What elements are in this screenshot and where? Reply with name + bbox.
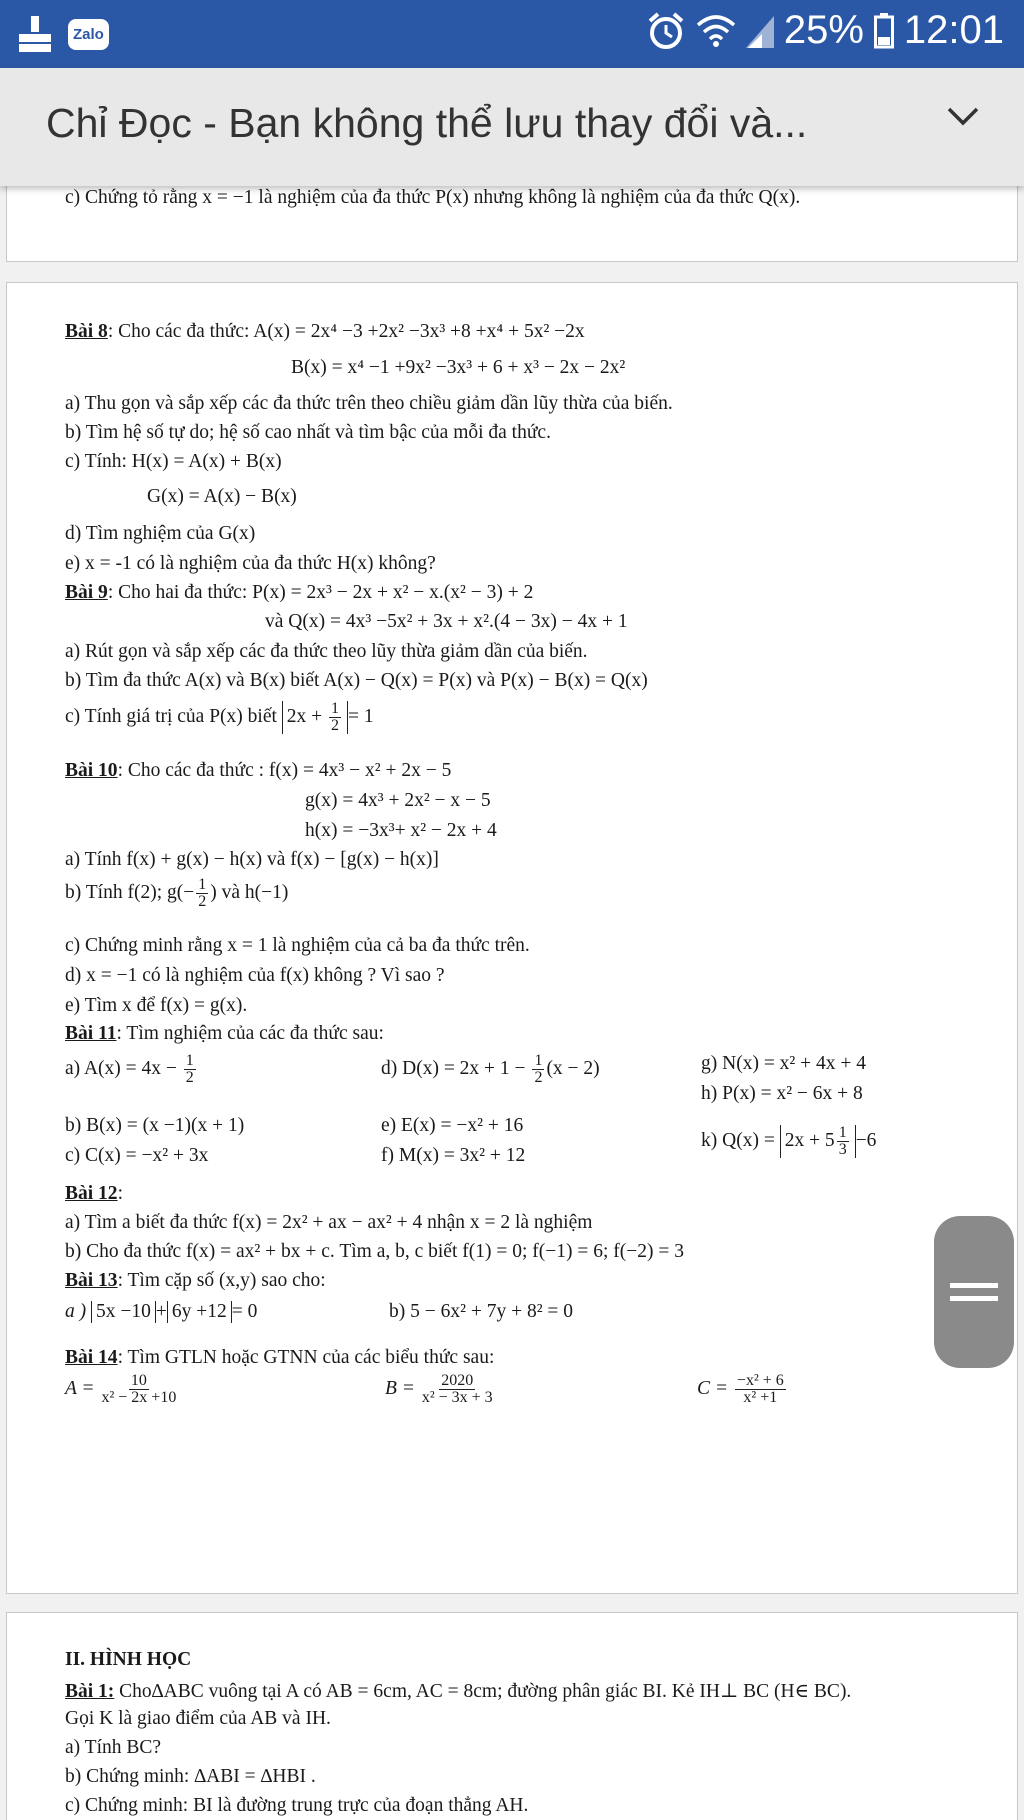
document-page bbox=[6, 282, 1018, 1594]
drag-handle-icon bbox=[950, 1283, 998, 1301]
expression-b: B = $\frac{2020}{\text{x² − 3x + 3}}$ bbox=[385, 1372, 493, 1406]
text-line: c) Tính giá trị của P(x) biết 2x + $\frac{1}{2}$ = 1 bbox=[65, 700, 374, 734]
scroll-handle[interactable] bbox=[934, 1216, 1014, 1368]
exercise-heading: Bài 10: Cho các đa thức : f(x) = 4x³ − x² + 2x − 5 bbox=[65, 760, 452, 781]
wifi-icon bbox=[696, 13, 736, 49]
text-line: c) Tính: H(x) = A(x) + B(x) bbox=[65, 451, 282, 472]
text-line: e) x = -1 có là nghiệm của đa thức H(x) không? bbox=[65, 553, 436, 574]
battery-icon bbox=[874, 13, 894, 49]
text-line: a) Thu gọn và sắp xếp các đa thức trên theo chiều giảm dần lũy thừa của biến. bbox=[65, 393, 673, 414]
text-line: d) x = −1 có là nghiệm của f(x) không ? Vì sao ? bbox=[65, 965, 445, 986]
exercise-heading: Bài 11: Tìm nghiệm của các đa thức sau: bbox=[65, 1023, 384, 1044]
status-bar bbox=[0, 0, 1024, 68]
text-line: a) Tìm a biết đa thức f(x) = 2x² + ax − ax² + 4 nhận x = 2 là nghiệm bbox=[65, 1212, 593, 1233]
text-line: h(x) = −3x³+ x² − 2x + 4 bbox=[305, 820, 497, 841]
zalo-icon: Zalo bbox=[68, 19, 109, 50]
text-line: và Q(x) = 4x³ −5x² + 3x + x².(4 − 3x) − 4x + 1 bbox=[265, 611, 628, 632]
text-line: a) Tính BC? bbox=[65, 1737, 162, 1758]
text-line: g) N(x) = x² + 4x + 4 bbox=[701, 1053, 867, 1074]
text-line: b) 5 − 6x² + 7y + 8² = 0 bbox=[389, 1301, 574, 1322]
text-line: d) Tìm nghiệm của G(x) bbox=[65, 523, 256, 544]
expression-a: A = $\frac{10}{\text{x² − 2x +10}}$ bbox=[65, 1372, 177, 1406]
text-line: b) B(x) = (x −1)(x + 1) bbox=[65, 1115, 245, 1136]
text-line: f) M(x) = 3x² + 12 bbox=[381, 1145, 526, 1166]
text-line: d) D(x) = 2x + 1 − $\frac{1}{2}$ (x − 2) bbox=[381, 1052, 600, 1086]
text-line: h) P(x) = x² − 6x + 8 bbox=[701, 1083, 863, 1104]
text-line: c) Chứng minh: BI là đường trung trực của đoạn thẳng AH. bbox=[65, 1795, 529, 1816]
absolute-value: 2x + $\frac{1}{2}$ bbox=[282, 701, 348, 734]
cleaner-broom-icon bbox=[16, 14, 54, 54]
expression-c: C = $\frac{\text{−x² + 6}}{\text{x² +1}}$ bbox=[697, 1372, 784, 1406]
battery-percent: 25% bbox=[783, 8, 864, 52]
text-line: e) E(x) = −x² + 16 bbox=[381, 1115, 524, 1136]
text-line: c) C(x) = −x² + 3x bbox=[65, 1145, 209, 1166]
text-line: a) Tính f(x) + g(x) − h(x) và f(x) − [g(x) − h(x)] bbox=[65, 849, 439, 870]
text-line: k) Q(x) = 2x + 5 $\frac{1}{3}$ −6 bbox=[701, 1124, 877, 1158]
text-line: b) Chứng minh: ∆ABI = ∆HBI . bbox=[65, 1766, 316, 1787]
exercise-heading: Bài 8: Cho các đa thức: A(x) = 2x⁴ −3 +2x² −3x³ +8 +x⁴ + 5x² −2x bbox=[65, 321, 585, 342]
app-bar bbox=[0, 68, 1024, 186]
text-line: e) Tìm x để f(x) = g(x). bbox=[65, 995, 248, 1016]
exercise-heading: Bài 14: Tìm GTLN hoặc GTNN của các biểu thức sau: bbox=[65, 1347, 495, 1368]
read-only-banner-title[interactable]: Chỉ Đọc - Bạn không thể lưu thay đổi và... bbox=[46, 100, 808, 146]
text-line: c) Chứng minh rằng x = 1 là nghiệm của cả ba đa thức trên. bbox=[65, 935, 530, 956]
section-title: II. HÌNH HỌC bbox=[65, 1649, 192, 1670]
text-line: a) Rút gọn và sắp xếp các đa thức theo lũy thừa giảm dần của biến. bbox=[65, 641, 588, 662]
text-line: g(x) = 4x³ + 2x² − x − 5 bbox=[305, 790, 491, 811]
chevron-down-icon[interactable] bbox=[946, 106, 980, 133]
text-line: b) Cho đa thức f(x) = ax² + bx + c. Tìm a, b, c biết f(1) = 0; f(−1) = 6; f(−2) = 3 bbox=[65, 1241, 685, 1262]
clock-time: 12:01 bbox=[903, 8, 1004, 52]
text-line: B(x) = x⁴ −1 +9x² −3x³ + 6 + x³ − 2x − 2x² bbox=[291, 357, 626, 378]
document-page bbox=[6, 1612, 1018, 1820]
text-line: G(x) = A(x) − B(x) bbox=[147, 486, 297, 507]
exercise-heading: Bài 9: Cho hai đa thức: P(x) = 2x³ − 2x + x² − x.(x² − 3) + 2 bbox=[65, 582, 534, 603]
text-line: a ) 5x −10 + 6y +12 = 0 bbox=[65, 1301, 258, 1322]
exercise-heading: Bài 1: Cho∆ABC vuông tại A có AB = 6cm, AC = 8cm; đường phân giác BI. Kẻ IH⊥ BC (H∈ BC). bbox=[65, 1681, 852, 1702]
exercise-heading: Bài 13: Tìm cặp số (x,y) sao cho: bbox=[65, 1270, 326, 1291]
text-line: c) Chứng tỏ rằng x = −1 là nghiệm của đa thức P(x) nhưng không là nghiệm của đa thức Q(x). bbox=[65, 187, 801, 208]
alarm-icon bbox=[646, 11, 686, 51]
text-line: b) Tìm hệ số tự do; hệ số cao nhất và tìm bậc của mỗi đa thức. bbox=[65, 422, 551, 443]
text-line: Gọi K là giao điểm của AB và IH. bbox=[65, 1708, 331, 1729]
text-line: b) Tìm đa thức A(x) và B(x) biết A(x) − Q(x) = P(x) và P(x) − B(x) = Q(x) bbox=[65, 670, 648, 691]
signal-icon bbox=[746, 14, 774, 48]
text-line: b) Tính f(2); g(− $\frac{1}{2}$ ) và h(−1) bbox=[65, 876, 289, 910]
exercise-heading: Bài 12: bbox=[65, 1183, 123, 1204]
text-line: a) A(x) = 4x − $\frac{1}{2}$ bbox=[65, 1052, 194, 1086]
